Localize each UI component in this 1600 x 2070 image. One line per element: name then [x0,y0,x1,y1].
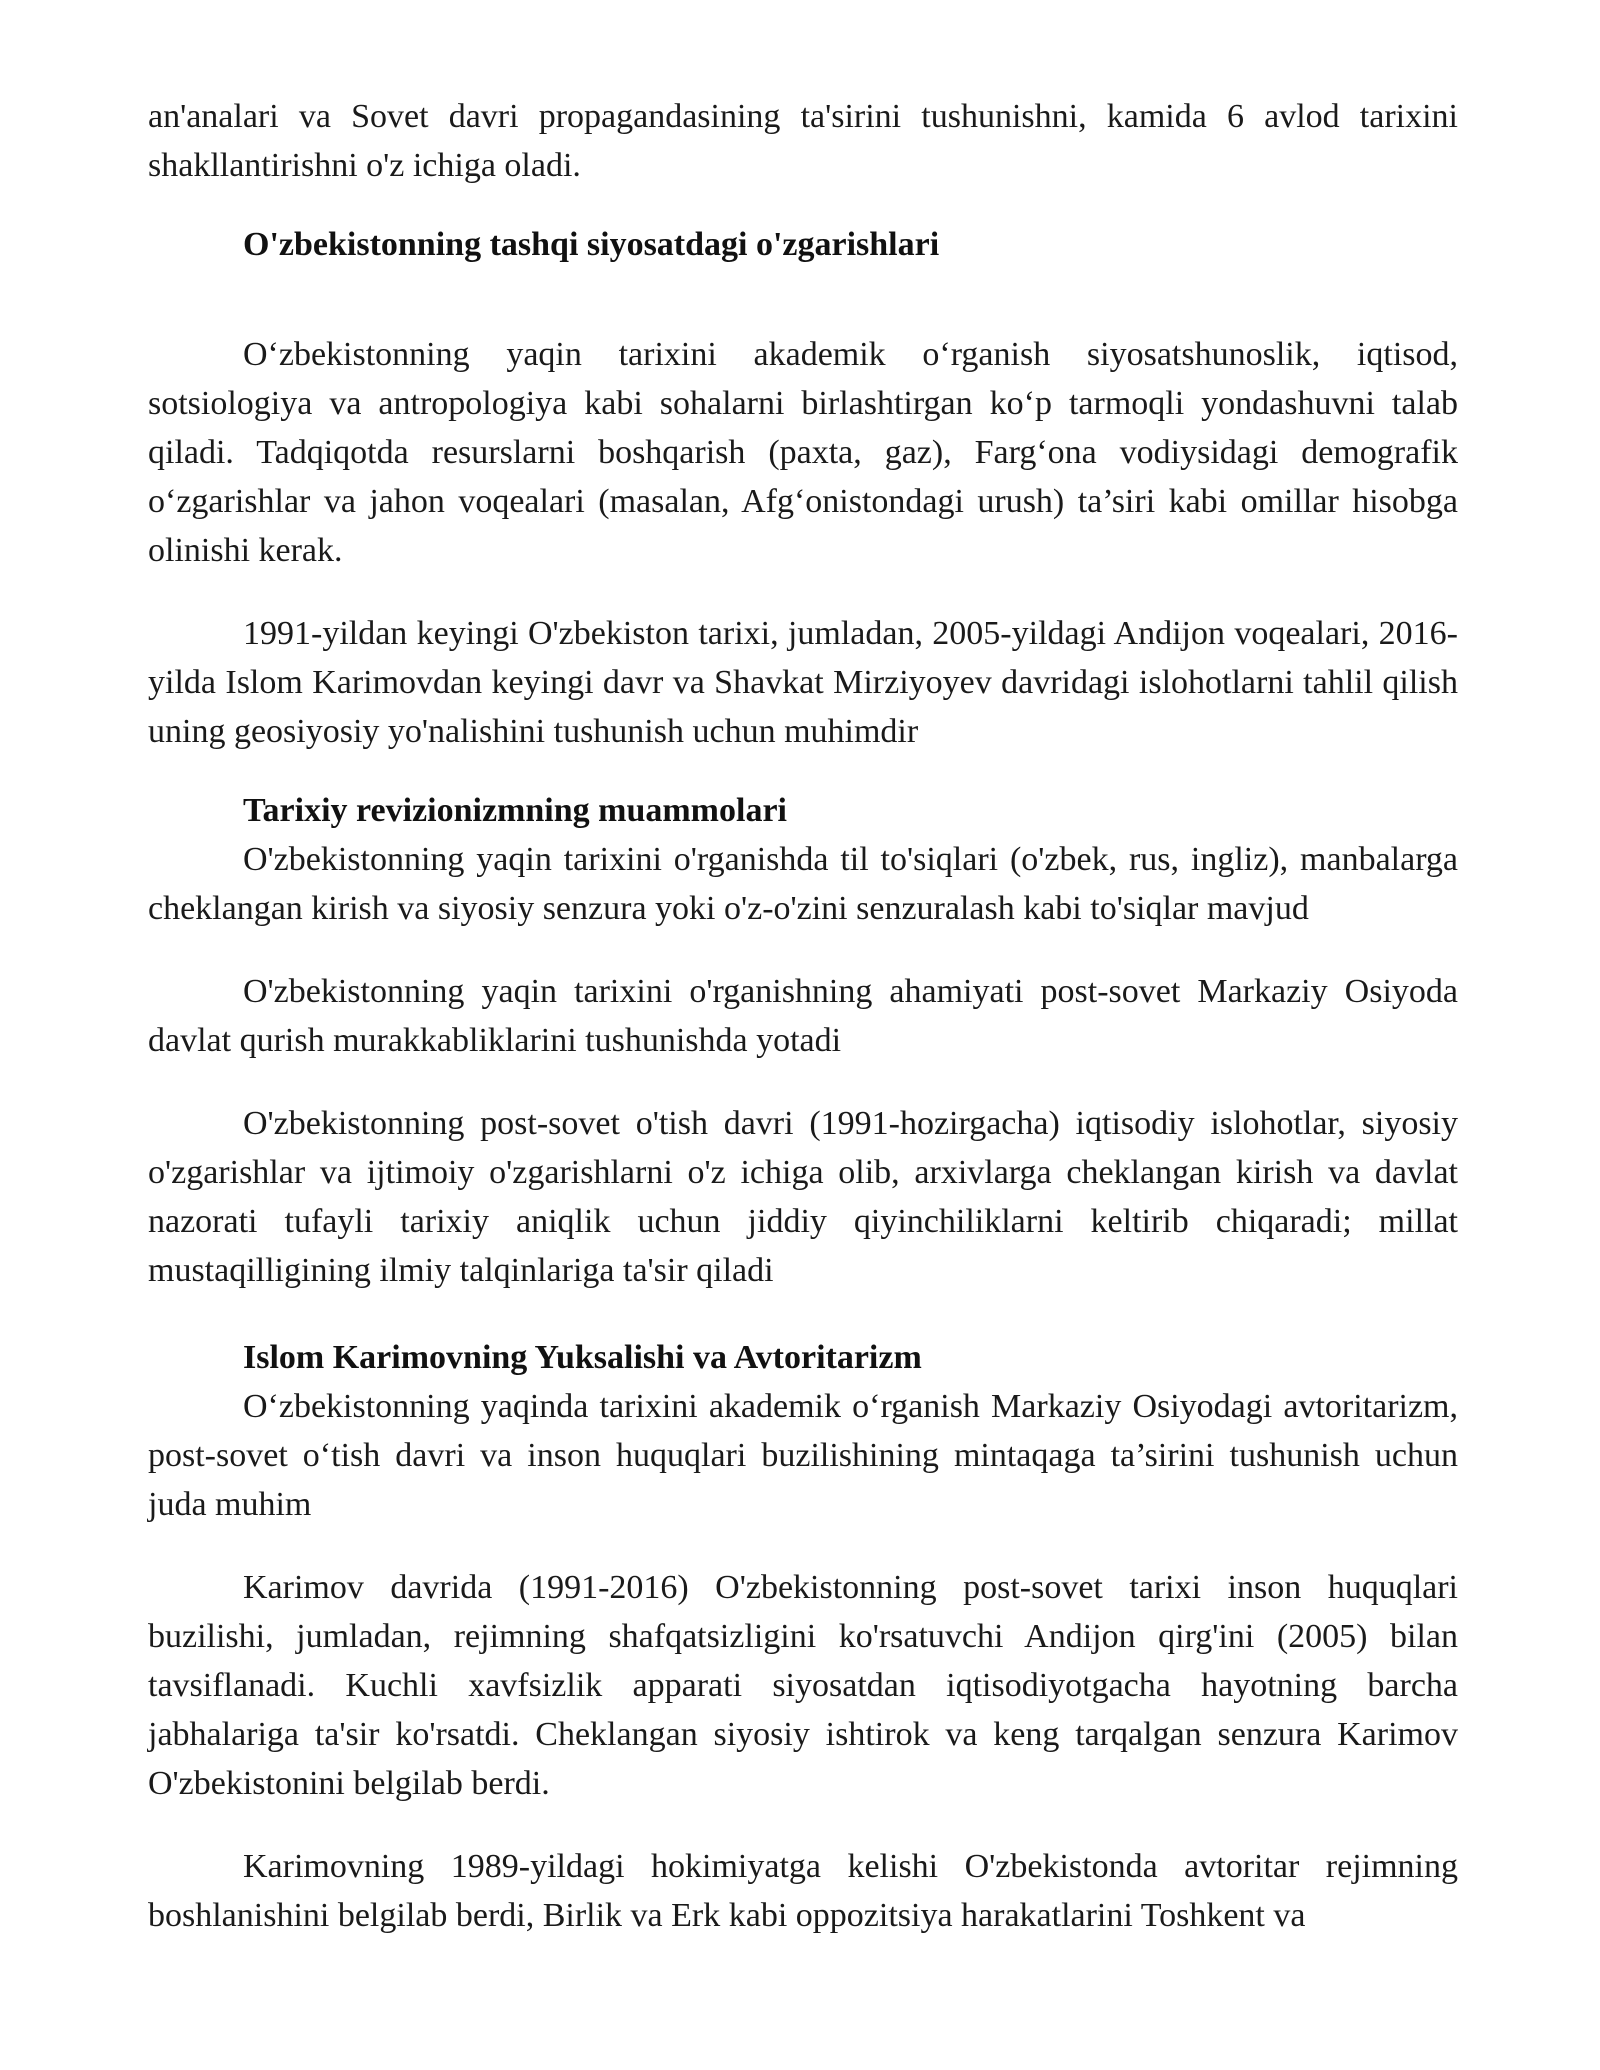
paragraph-post-1991-history: 1991-yildan keyingi O'zbekiston tarixi, jumladan, 2005-yildagi Andijon voqealari, 2016-yilda Islom Karimovdan keyingi davr va Shavkat Mirziyoyev davridagi islohotlarni tahlil qilish uning geosiyosiy yo'nalishini tushunish uchun muhimdir [148,615,1458,750]
paragraph-language-barriers: O'zbekistonning yaqin tarixini o'rganishda til to'siqlari (o'zbek, rus, ingliz), manbalarga cheklangan kirish va siyosiy senzura yoki o'z-o'zini senzuralash kabi to'siqlar mavjud [148,841,1458,927]
section-heading-karimov: Islom Karimovning Yuksalishi va Avtoritarizm [243,1339,922,1376]
section-heading-foreign-policy: O'zbekistonning tashqi siyosatdagi o'zgarishlari [243,226,940,263]
paragraph-authoritarianism: O‘zbekistonning yaqinda tarixini akademik o‘rganish Markaziy Osiyodagi avtoritarizm, post-sovet o‘tish davri va inson huquqlari buzilishining mintaqaga ta’sirini tushunish uchun juda muhim [148,1388,1458,1523]
document-page [148,92,1458,1940]
section-heading-revisionism: Tarixiy revizionizmning muammolari [243,792,787,829]
paragraph-academic-study: O‘zbekistonning yaqin tarixini akademik o‘rganish siyosatshunoslik, iqtisod, sotsiologiya va antropologiya kabi sohalarni birlashtirgan ko‘p tarmoqli yondashuvni talab qiladi. Tadqiqotda resurslarni boshqarish (paxta, gaz), Farg‘ona vodiysidagi demografik o‘zgarishlar va jahon voqealari (masalan, Afg‘onistondagi urush) ta’siri kabi omillar hisobga olinishi kerak. [148,336,1458,569]
paragraph-karimov-era: Karimov davrida (1991-2016) O'zbekistonning post-sovet tarixi inson huquqlari buzilishi, jumladan, rejimning shafqatsizligini ko'rsatuvchi Andijon qirg'ini (2005) bilan tavsiflanadi. Kuchli xavfsizlik apparati siyosatdan iqtisodiyotgacha hayotning barcha jabhalariga ta'sir ko'rsatdi. Cheklangan siyosiy ishtirok va keng tarqalgan senzura Karimov O'zbekistonini belgilab berdi. [148,1569,1458,1802]
paragraph-karimov-rise: Karimovning 1989-yildagi hokimiyatga kelishi O'zbekistonda avtoritar rejimning boshlanishini belgilab berdi, Birlik va Erk kabi oppozitsiya harakatlarini Toshkent va [148,1848,1458,1934]
paragraph-post-soviet-transition: O'zbekistonning post-sovet o'tish davri (1991-hozirgacha) iqtisodiy islohotlar, siyosiy o'zgarishlar va ijtimoiy o'zgarishlarni o'z ichiga olib, arxivlarga cheklangan kirish va davlat nazorati tufayli tarixiy aniqlik uchun jiddiy qiyinchiliklarni keltirib chiqaradi; millat mustaqilligining ilmiy talqinlariga ta'sir qiladi [148,1105,1458,1289]
paragraph-continued: an'analari va Sovet davri propagandasining ta'sirini tushunishni, kamida 6 avlod tarixini shakllantirishni o'z ichiga oladi. [148,98,1458,184]
paragraph-significance: O'zbekistonning yaqin tarixini o'rganishning ahamiyati post-sovet Markaziy Osiyoda davlat qurish murakkabliklarini tushunishda yotadi [148,973,1458,1059]
